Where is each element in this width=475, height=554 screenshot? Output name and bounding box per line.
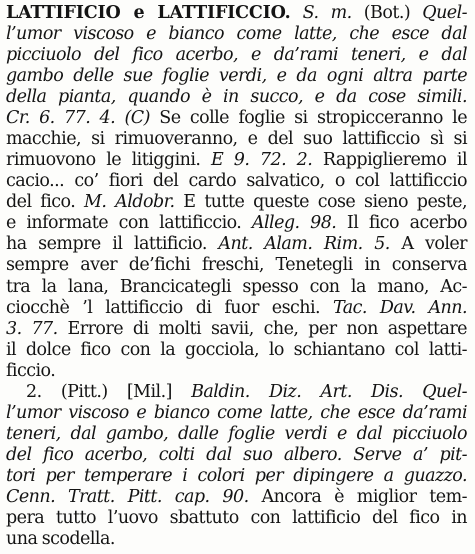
citation-line xyxy=(6,339,467,361)
headword: LATTIFICIO e LATTIFICCIO. xyxy=(6,3,291,23)
citation-text: ficcio. xyxy=(6,360,56,381)
citation-source: Cr. 6. 77. 4. (C) xyxy=(6,108,150,129)
citation-line xyxy=(6,149,467,171)
citation-line xyxy=(6,233,467,255)
definition-text: tori per temperare i colori per dipingere a guazzo. xyxy=(6,465,467,486)
citation-text: una scodella. xyxy=(6,529,115,549)
citation-text: rimuovono le litiggini. xyxy=(6,150,211,171)
citation-text: macchie, si rimuoveranno, e del suo lattificcio sì si xyxy=(6,129,467,150)
definition-text: gambo delle sue foglie verdi, e da ogni altra parte xyxy=(6,66,467,87)
citation-line xyxy=(6,486,467,508)
definition-line xyxy=(6,444,467,466)
grammar-label: S. m. xyxy=(302,3,352,23)
sense-number: 2. xyxy=(26,381,42,402)
citation-text: Rappiglieremo il xyxy=(312,150,467,171)
citation-line xyxy=(6,318,467,340)
citation-text: cacio... co’ fiori del cardo salvatico, o col lattificcio xyxy=(6,171,467,192)
citation-text: Errore di molti savii, che, per non aspettare xyxy=(57,318,467,339)
definition-text: Quel- xyxy=(422,3,467,23)
citation-line xyxy=(6,191,467,213)
citation-text: e informate con lattificcio. xyxy=(6,213,252,234)
entry-header-line xyxy=(6,2,467,24)
citation-text: Ancora è miglior tem- xyxy=(248,486,467,507)
citation-source: Alleg. 98. xyxy=(251,213,337,234)
definition-line xyxy=(6,423,467,445)
definition-text: l’umor viscoso e bianco come latte, che esce da’rami xyxy=(6,402,467,423)
definition-text: del fico acerbo, colti dal suo albero. Serve a’ pit- xyxy=(6,444,467,465)
citation-text: Il fico acerbo xyxy=(336,213,467,234)
citation-text: Se colle foglie si stropicceranno le xyxy=(149,108,467,129)
citation-text: pera tutto l’uovo sbattuto con lattificio del fico in xyxy=(6,507,467,528)
domain-label: (Bot.) xyxy=(363,3,411,23)
citation-text: A voler xyxy=(389,234,467,255)
definition-text: teneri, dal gambo, dalle foglie verdi e dal picciuolo xyxy=(6,423,467,444)
citation-line xyxy=(6,276,467,298)
citation-line xyxy=(6,212,467,234)
definition-line xyxy=(6,23,467,45)
citation-line xyxy=(6,170,467,192)
citation-source: Ant. Alam. Rim. 5. xyxy=(218,234,390,255)
definition-line xyxy=(6,65,467,87)
citation-text: del fico. xyxy=(6,192,84,213)
citation-text: tra la lana, Brancicategli spesso con la mano, Ac- xyxy=(6,276,467,297)
citation-line xyxy=(6,528,467,550)
citation-line xyxy=(6,297,467,319)
citation-text: ciocchè ’l lattificcio di fuor eschi. xyxy=(6,297,333,318)
definition-text: l’umor viscoso e bianco come latte, che esce dal xyxy=(6,24,467,45)
definition-text: picciuolo del fico acerbo, e da’rami teneri, e dal xyxy=(6,45,467,66)
citation-text: sempre aver de’fichi freschi, Tenetegli in conserva xyxy=(6,255,467,276)
definition-line xyxy=(6,44,467,66)
citation-line xyxy=(6,254,467,276)
citation-text: ha sempre il lattificio. xyxy=(6,234,219,255)
citation-line xyxy=(6,128,467,150)
citation-source: E 9. 72. 2. xyxy=(210,150,313,171)
citation-text: E tutte queste cose sieno peste, xyxy=(174,192,467,213)
definition-line xyxy=(6,86,467,108)
citation-source: Tac. Dav. Ann. xyxy=(333,297,468,318)
citation-line xyxy=(6,107,467,129)
citation-source: Cenn. Tratt. Pitt. cap. 90. xyxy=(6,486,249,507)
sense-2-header-line xyxy=(26,381,467,403)
citation-source: M. Aldobr. xyxy=(84,192,175,213)
sense-domains: (Pitt.) [Mil.] xyxy=(60,381,172,402)
definition-line xyxy=(6,465,467,487)
citation-line xyxy=(6,507,467,529)
citation-line xyxy=(6,360,467,382)
definition-line xyxy=(6,402,467,424)
citation-source: Baldin. Diz. Art. Dis. xyxy=(191,381,404,402)
citation-source: 3. 77. xyxy=(6,318,58,339)
citation-text: il dolce fico con la gocciola, lo schiantano col latti- xyxy=(6,339,467,360)
definition-text: della pianta, quando è in succo, e da cose simili. xyxy=(6,87,467,108)
definition-text: Quel- xyxy=(422,381,467,402)
